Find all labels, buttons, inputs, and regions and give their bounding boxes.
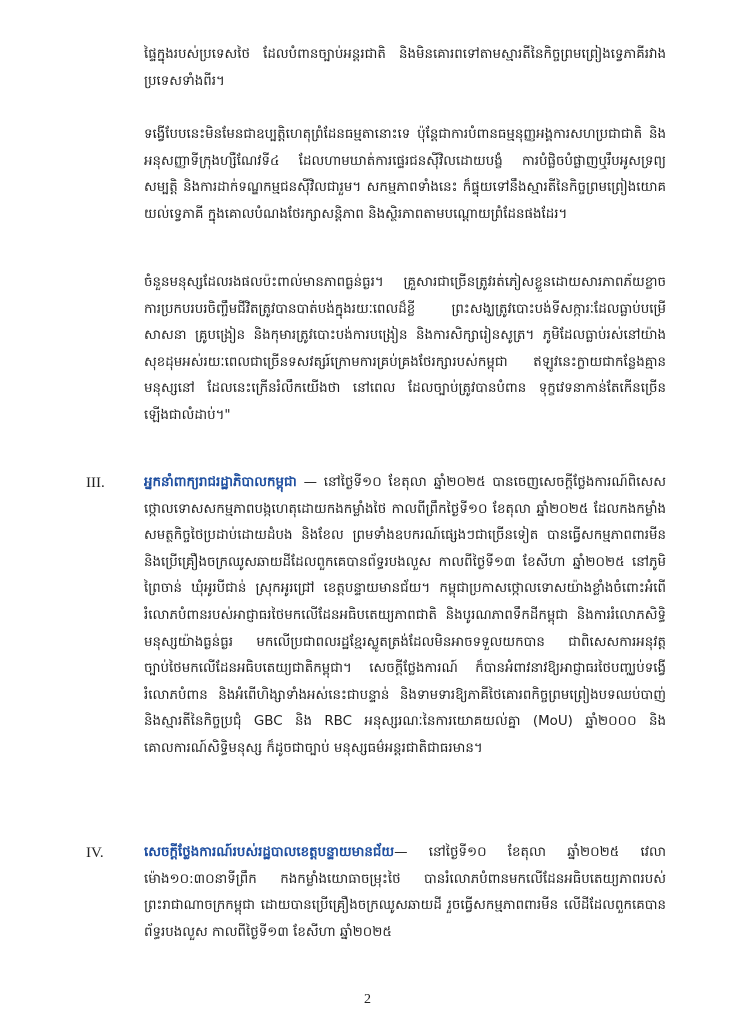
section-iv-paragraph xyxy=(144,840,666,946)
paragraph-continuation: ផ្ទៃក្នុងរបស់ប្រទេសថៃ ដែលបំពានច្បាប់អន្តរជាតិ និងមិនគោរពទៅតាមស្មារតីនៃកិច្ចព្រមព្រៀងទ្វេភាគីរវាងប្រទេសទាំងពីរ។ xyxy=(144,47,666,89)
section-iv-heading: សេចក្តីថ្លែងការណ៍របស់រដ្ឋបាលខេត្តបន្ទាយមានជ័យ xyxy=(144,845,395,860)
section-iii-paragraph xyxy=(144,470,666,763)
paragraph-humanitarian-impact: ចំនួនមនុស្សដែលរងផលប៉ះពាល់មានភាពធ្ងន់ធ្ងរ។ គ្រួសារជាច្រើនត្រូវរត់ភៀសខ្លួនដោយសារភាពភ័យខ្លាច ការប្រកបរបរចិញ្ចឹមជីវិតត្រូវបានបាត់បង់ក្នុងរយៈពេលដ៏ខ្លី ព្រះសង្ឃត្រូវបោះបង់ទីសក្ការៈដែលធ្លាប់បម្រើសាសនា គ្រូបង្រៀន និងកុមារត្រូវបោះបង់ការបង្រៀន និងការសិក្សារៀនសូត្រ។ ភូមិដែលធ្លាប់រស់នៅយ៉ាងសុខដុមអស់រយៈពេលជាច្រើនទសវត្សរ៍ក្រោមការគ្រប់គ្រងថែរក្សារបស់កម្ពុជា ឥឡូវនេះក្លាយជាកន្លែងគ្មានមនុស្សនៅ ដែលនេះក្រើនរំលឹកយើងថា នៅពេល ដែលច្បាប់ត្រូវបានបំពាន ទុក្ខវេទនាកាន់តែកើនច្រើនឡើងជាលំដាប់។" xyxy=(144,275,666,423)
section-number-iv: IV. xyxy=(86,845,104,861)
section-iv-body: — នៅថ្ងៃទី១០ ខែតុលា ឆ្នាំ២០២៥ វេលាម៉ោង១០:៣០នាទីព្រឹក កងកម្លាំងយោធាចម្រុះថៃ បានរំលោភបំពានមកលើដែនអធិបតេយ្យភាពរបស់ព្រះរាជាណាចក្រកម្ពុជា ដោយបានប្រើគ្រឿងចក្រឈូសឆាយដី រួចធ្វើសកម្មភាពពារមីន លើដីដែលពួកគេបានព័ទ្ធរបងលួស កាលពីថ្ងៃទី១៣ ខែសីហា ឆ្នាំ២០២៥ xyxy=(144,845,666,940)
section-iii-heading: អ្នកនាំពាក្យរាជរដ្ឋាភិបាលកម្ពុជា xyxy=(144,475,297,490)
section-iii-body: — នៅថ្ងៃទី១០ ខែតុលា ឆ្នាំ២០២៥ បានចេញសេចក្តីថ្លែងការណ៍ពិសេសថ្កោលទោសសកម្មភាពបង្កហេតុដោយកងកម្លាំងថៃ កាលពីព្រឹកថ្ងៃទី១០ ខែតុលា ឆ្នាំ២០២៥ ដែលកងកម្លាំងសមត្ថកិច្ចថៃប្រដាប់ដោយដំបង និងខែល ព្រមទាំងឧបករណ៍ផ្សេងៗជាច្រើនទៀត បានធ្វើសកម្មភាពពារមីន និងប្រើគ្រឿងចក្រឈូសឆាយដីដែលពួកគេបានព័ទ្ធរបងលួស កាលពីថ្ងៃទី១៣ ខែសីហា ឆ្នាំ២០២៥ នៅភូមិព្រៃចាន់ ឃុំអូរបីជាន់ ស្រុកអូរជ្រៅ ខេត្តបន្ទាយមានជ័យ។ កម្ពុជាប្រកាសថ្កោលទោសយ៉ាងខ្លាំងចំពោះអំពើរំលោភបំពានរបស់អាជ្ញាធរថៃមកលើដែនអធិបតេយ្យភាពជាតិ និងបូរណភាពទឹកដីកម្ពុជា និងការរំលោភសិទ្ធិមនុស្សយ៉ាងធ្ងន់ធ្ងរ មកលើប្រជាពលរដ្ឋខ្មែរស្លូតត្រង់ដែលមិនអាចទទួលយកបាន ជាពិសេសការអនុវត្តច្បាប់ថៃមកលើដែនអធិបតេយ្យជាតិកម្ពុជា។ សេចក្តីថ្លែងការណ៍ ក៏បានអំពាវនាវឱ្យអាជ្ញាធរថៃបញ្ឈប់ទង្វើរំលោភបំពាន និងអំពើហិង្សាទាំងអស់នេះជាបន្ទាន់ និងទាមទារឱ្យភាគីថៃគោរពកិច្ចព្រមព្រៀងបទឈប់បាញ់ និងស្មារតីនៃកិច្ចប្រជុំ GBC និង RBC អនុស្សរណៈនៃការយោគយល់គ្នា (MoU) ឆ្នាំ២០០០ និងគោលការណ៍សិទ្ធិមនុស្ស ក៏ដូចជាច្បាប់ មនុស្សធម៌អន្តរជាតិជាធរមាន។ xyxy=(144,475,666,756)
page-number: 2 xyxy=(364,992,371,1007)
section-number-iii: III. xyxy=(86,475,105,491)
paragraph-legal-violation: ទង្វើបែបនេះមិនមែនជាឧប្បត្តិហេតុព្រំដែនធម្មតានោះទេ ប៉ុន្តែជាការបំពានធម្មនុញ្ញអង្គការសហប្រជាជាតិ និងអនុសញ្ញាទីក្រុងហ្សឺណែវទី៤ ដែលហាមឃាត់ការផ្ទេរជនស៊ីវិលដោយបង្ខំ ការបំផ្លិចបំផ្លាញឬរឹបអូសទ្រព្យសម្បត្តិ និងការដាក់ទណ្ឌកម្មជនស៊ីវិលជារួម។ សកម្មភាពទាំងនេះ ក៏ផ្ទុយទៅនឹងស្មារតីនៃកិច្ចព្រមព្រៀងយោគយល់ទ្វេភាគី ក្នុងគោលបំណងថែរក្សាសន្តិភាព និងស្ថិរភាពតាមបណ្តោយព្រំដែនផងដែរ។ xyxy=(144,127,666,222)
